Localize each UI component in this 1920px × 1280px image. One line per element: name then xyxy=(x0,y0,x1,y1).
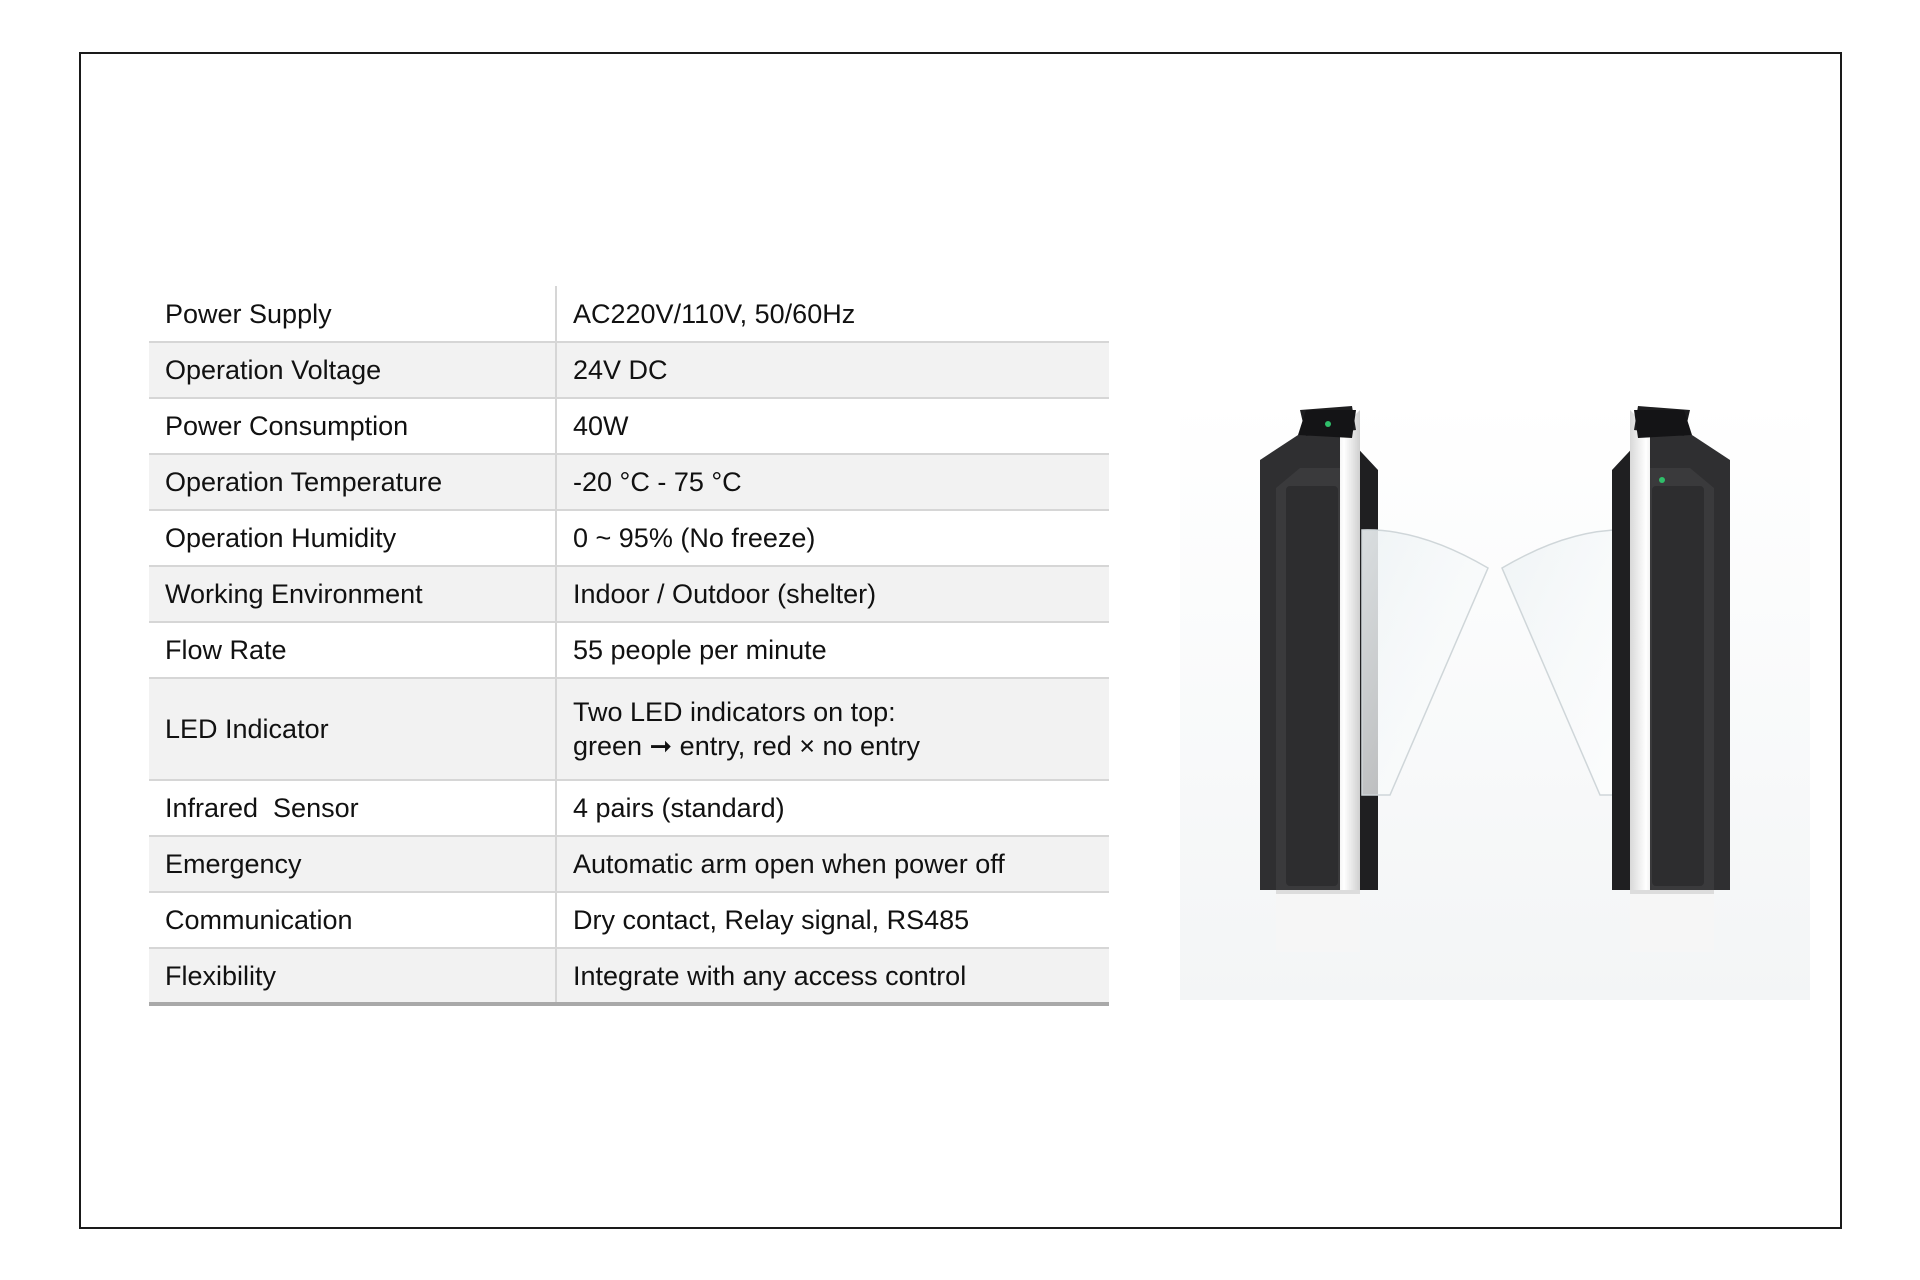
spec-label: Power Consumption xyxy=(149,398,556,454)
led-indicator-icon xyxy=(1325,421,1331,427)
product-image xyxy=(1180,280,1810,1000)
spec-row-communication xyxy=(149,892,1109,948)
spec-label: Flexibility xyxy=(149,948,556,1004)
spec-label: Flow Rate xyxy=(149,622,556,678)
spec-row-emergency xyxy=(149,836,1109,892)
spec-value: 0 ~ 95% (No freeze) xyxy=(556,510,1109,566)
spec-row-infrared-sensor xyxy=(149,780,1109,836)
right-cabinet xyxy=(1612,406,1730,952)
spec-value: 4 pairs (standard) xyxy=(556,780,1109,836)
left-cabinet xyxy=(1260,406,1378,952)
spec-label: LED Indicator xyxy=(149,678,556,780)
spec-value: Indoor / Outdoor (shelter) xyxy=(556,566,1109,622)
spec-table xyxy=(149,286,1109,1006)
spec-row-power-consumption xyxy=(149,398,1109,454)
spec-label: Operation Temperature xyxy=(149,454,556,510)
spec-label: Power Supply xyxy=(149,286,556,342)
spec-label: Infrared Sensor xyxy=(149,780,556,836)
spec-label: Operation Humidity xyxy=(149,510,556,566)
spec-row-flow-rate xyxy=(149,622,1109,678)
spec-row-operation-humidity xyxy=(149,510,1109,566)
spec-row-working-environment xyxy=(149,566,1109,622)
spec-value: Dry contact, Relay signal, RS485 xyxy=(556,892,1109,948)
spec-row-flexibility xyxy=(149,948,1109,1004)
spec-value: Integrate with any access control xyxy=(556,948,1109,1004)
spec-label: Operation Voltage xyxy=(149,342,556,398)
spec-row-operation-temperature xyxy=(149,454,1109,510)
spec-value: 55 people per minute xyxy=(556,622,1109,678)
spec-label: Emergency xyxy=(149,836,556,892)
spec-value: Automatic arm open when power off xyxy=(556,836,1109,892)
spec-row-power-supply xyxy=(149,286,1109,342)
spec-value: 40W xyxy=(556,398,1109,454)
spec-value xyxy=(556,678,1109,780)
spec-row-operation-voltage xyxy=(149,342,1109,398)
led-indicator-icon xyxy=(1659,477,1665,483)
spec-value-line: Two LED indicators on top: xyxy=(573,697,896,727)
spec-value: -20 °C - 75 °C xyxy=(556,454,1109,510)
spec-label: Working Environment xyxy=(149,566,556,622)
spec-row-led-indicator xyxy=(149,678,1109,780)
spec-value: 24V DC xyxy=(556,342,1109,398)
spec-value-line: green ➞ entry, red × no entry xyxy=(573,731,921,761)
spec-label: Communication xyxy=(149,892,556,948)
flap-barrier-turnstile-illustration xyxy=(1180,280,1810,1000)
spec-value: AC220V/110V, 50/60Hz xyxy=(556,286,1109,342)
